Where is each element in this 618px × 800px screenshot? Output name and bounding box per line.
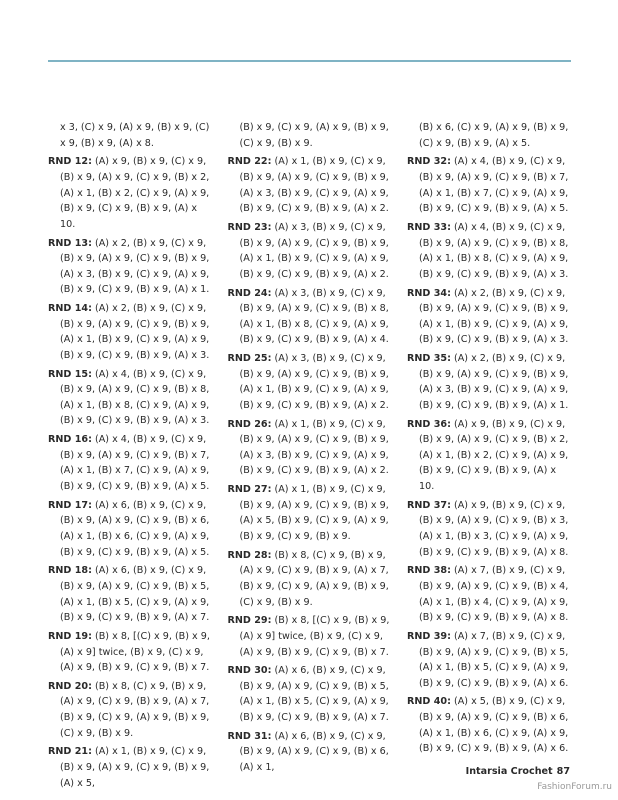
round-instruction bbox=[407, 629, 570, 691]
round-text: (A) x 4, (B) x 9, (C) x 9, (B) x 9, (A) x 9, (C) x 9, (B) x 7, (A) x 1, (B) x 7, (C) x 9, (A) x 9, (B) x 9, (C) x 9, (B) x 9, (A) x 5. bbox=[60, 434, 210, 492]
round-text: (A) x 3, (B) x 9, (C) x 9, (B) x 9, (A) x 9, (C) x 9, (B) x 9, (A) x 1, (B) x 9, (C) x 9, (A) x 9, (B) x 9, (C) x 9, (B) x 9, (A) x 2. bbox=[239, 221, 389, 280]
round-text: x 3, (C) x 9, (A) x 9, (B) x 9, (C) x 9, (B) x 9, (A) x 8. bbox=[60, 122, 210, 149]
round-text: (A) x 9, (B) x 9, (C) x 9, (B) x 9, (A) x 9, (C) x 9, (B) x 2, (A) x 1, (B) x 2, (C) x 9, (A) x 9, (B) x 9, (C) x 9, (B) x 9, (A) x 10. bbox=[60, 156, 210, 230]
round-label: RND 23: bbox=[227, 221, 272, 233]
round-text: (A) x 1, (B) x 9, (C) x 9, (B) x 9, (A) x 9, (C) x 9, (B) x 9, (A) x 3, (B) x 9, (C) x 9, (A) x 9, (B) x 9, (C) x 9, (B) x 9, (A) x 2. bbox=[239, 156, 389, 215]
round-label: RND 24: bbox=[227, 287, 272, 299]
column-2 bbox=[227, 120, 391, 774]
round-instruction bbox=[228, 729, 391, 776]
round-label: RND 29: bbox=[227, 615, 272, 627]
round-text: (B) x 6, (C) x 9, (A) x 9, (B) x 9, (C) x 9, (B) x 9, (A) x 5. bbox=[419, 122, 569, 149]
round-instruction bbox=[228, 663, 391, 725]
round-text: (A) x 6, (B) x 9, (C) x 9, (B) x 9, (A) x 9, (C) x 9, (B) x 5, (A) x 1, (B) x 5, (C) x 9, (A) x 9, (B) x 9, (C) x 9, (B) x 9, (A) x 7. bbox=[60, 565, 210, 624]
round-instruction bbox=[407, 220, 570, 282]
round-text: (B) x 8, (C) x 9, (B) x 9, (A) x 9, (C) x 9, (B) x 9, (A) x 7, (B) x 9, (C) x 9, (A) x 9, (B) x 9, (C) x 9, (B) x 9. bbox=[60, 680, 210, 739]
continued-instruction bbox=[48, 120, 211, 151]
footer-title: Intarsia Crochet bbox=[465, 766, 553, 777]
page-number: 87 bbox=[556, 766, 570, 777]
round-instruction bbox=[48, 154, 211, 232]
round-label: RND 39: bbox=[407, 630, 451, 642]
round-instruction bbox=[48, 236, 211, 298]
round-instruction bbox=[48, 498, 211, 560]
round-instruction bbox=[228, 613, 391, 660]
round-label: RND 21: bbox=[48, 746, 92, 758]
round-text: (A) x 9, (B) x 9, (C) x 9, (B) x 9, (A) x 9, (C) x 9, (B) x 3, (A) x 1, (B) x 3, (C) x 9, (A) x 9, (B) x 9, (C) x 9, (B) x 9, (A) x 8. bbox=[419, 499, 569, 558]
round-text: (A) x 4, (B) x 9, (C) x 9, (B) x 9, (A) x 9, (C) x 9, (B) x 8, (A) x 1, (B) x 8, (C) x 9, (A) x 9, (B) x 9, (C) x 9, (B) x 9, (A) x 3. bbox=[419, 221, 569, 280]
round-text: (A) x 2, (B) x 9, (C) x 9, (B) x 9, (A) x 9, (C) x 9, (B) x 9, (A) x 3, (B) x 9, (C) x 9, (A) x 9, (B) x 9, (C) x 9, (B) x 9, (A) x 1. bbox=[60, 237, 210, 296]
round-label: RND 35: bbox=[407, 353, 451, 365]
round-instruction bbox=[48, 301, 211, 363]
round-instruction bbox=[48, 563, 211, 625]
column-1 bbox=[48, 120, 211, 789]
round-instruction bbox=[228, 482, 391, 544]
round-text: (A) x 2, (B) x 9, (C) x 9, (B) x 9, (A) x 9, (C) x 9, (B) x 9, (A) x 3, (B) x 9, (C) x 9, (A) x 9, (B) x 9, (C) x 9, (B) x 9, (A) x 1. bbox=[419, 353, 569, 411]
round-label: RND 17: bbox=[48, 499, 92, 511]
round-instruction bbox=[407, 286, 570, 348]
round-text: (A) x 7, (B) x 9, (C) x 9, (B) x 9, (A) x 9, (C) x 9, (B) x 4, (A) x 1, (B) x 4, (C) x 9, (A) x 9, (B) x 9, (C) x 9, (B) x 9, (A) x 8. bbox=[419, 565, 569, 624]
round-label: RND 27: bbox=[227, 484, 272, 496]
round-instruction bbox=[228, 351, 391, 413]
round-text: (A) x 3, (B) x 9, (C) x 9, (B) x 9, (A) x 9, (C) x 9, (B) x 8, (A) x 1, (B) x 8, (C) x 9, (A) x 9, (B) x 9, (C) x 9, (B) x 9, (A) x 4. bbox=[239, 287, 389, 346]
round-text: (B) x 8, [(C) x 9, (B) x 9, (A) x 9] twice, (B) x 9, (C) x 9, (A) x 9, (B) x 9, (C) x 9, (B) x 7. bbox=[60, 630, 210, 674]
round-label: RND 30: bbox=[227, 665, 272, 677]
round-instruction bbox=[228, 154, 391, 216]
column-3 bbox=[407, 120, 570, 760]
round-label: RND 13: bbox=[48, 237, 92, 249]
round-instruction bbox=[407, 154, 570, 216]
watermark: FashionForum.ru bbox=[537, 782, 612, 792]
round-text: (B) x 8, (C) x 9, (B) x 9, (A) x 9, (C) x 9, (B) x 9, (A) x 7, (B) x 9, (C) x 9, (A) x 9, (B) x 9, (C) x 9, (B) x 9. bbox=[239, 549, 389, 608]
round-instruction bbox=[407, 417, 570, 495]
top-rule bbox=[48, 60, 571, 62]
round-label: RND 25: bbox=[227, 353, 272, 365]
round-label: RND 33: bbox=[407, 221, 451, 233]
round-text: (A) x 9, (B) x 9, (C) x 9, (B) x 9, (A) x 9, (C) x 9, (B) x 2, (A) x 1, (B) x 2, (C) x 9, (A) x 9, (B) x 9, (C) x 9, (B) x 9, (A) x 10. bbox=[419, 418, 569, 492]
round-text: (A) x 6, (B) x 9, (C) x 9, (B) x 9, (A) x 9, (C) x 9, (B) x 6, (A) x 1, (B) x 6, (C) x 9, (A) x 9, (B) x 9, (C) x 9, (B) x 9, (A) x 5. bbox=[60, 499, 210, 558]
round-text: (A) x 2, (B) x 9, (C) x 9, (B) x 9, (A) x 9, (C) x 9, (B) x 9, (A) x 1, (B) x 9, (C) x 9, (A) x 9, (B) x 9, (C) x 9, (B) x 9, (A) x 3. bbox=[419, 287, 569, 346]
round-text: (A) x 4, (B) x 9, (C) x 9, (B) x 9, (A) x 9, (C) x 9, (B) x 7, (A) x 1, (B) x 7, (C) x 9, (A) x 9, (B) x 9, (C) x 9, (B) x 9, (A) x 5. bbox=[419, 156, 569, 215]
round-label: RND 28: bbox=[227, 549, 272, 561]
round-text: (A) x 6, (B) x 9, (C) x 9, (B) x 9, (A) x 9, (C) x 9, (B) x 5, (A) x 1, (B) x 5, (C) x 9, (A) x 9, (B) x 9, (C) x 9, (B) x 9, (A) x 7. bbox=[239, 665, 389, 724]
round-instruction bbox=[407, 563, 570, 625]
round-instruction bbox=[48, 679, 211, 741]
round-label: RND 19: bbox=[48, 630, 92, 642]
round-label: RND 14: bbox=[48, 303, 92, 315]
round-instruction bbox=[407, 694, 570, 756]
round-text: (A) x 1, (B) x 9, (C) x 9, (B) x 9, (A) x 9, (C) x 9, (B) x 9, (A) x 5, bbox=[60, 746, 210, 789]
round-label: RND 12: bbox=[48, 156, 92, 168]
round-instruction bbox=[407, 351, 570, 413]
round-label: RND 37: bbox=[407, 499, 451, 511]
round-instruction bbox=[228, 417, 391, 479]
round-instruction bbox=[48, 432, 211, 494]
round-text: (A) x 5, (B) x 9, (C) x 9, (B) x 9, (A) x 9, (C) x 9, (B) x 6, (A) x 1, (B) x 6, (C) x 9, (A) x 9, (B) x 9, (C) x 9, (B) x 9, (A) x 6. bbox=[419, 696, 569, 755]
round-instruction bbox=[228, 548, 391, 610]
round-instruction bbox=[228, 220, 391, 282]
round-label: RND 31: bbox=[227, 730, 272, 742]
round-label: RND 15: bbox=[48, 368, 92, 380]
round-label: RND 36: bbox=[407, 418, 451, 430]
round-instruction bbox=[48, 367, 211, 429]
round-label: RND 20: bbox=[48, 680, 92, 692]
round-text: (A) x 6, (B) x 9, (C) x 9, (B) x 9, (A) x 9, (C) x 9, (B) x 6, (A) x 1, bbox=[239, 730, 389, 774]
round-text: (A) x 1, (B) x 9, (C) x 9, (B) x 9, (A) x 9, (C) x 9, (B) x 9, (A) x 5, (B) x 9, (C) x 9, (A) x 9, (B) x 9, (C) x 9, (B) x 9. bbox=[239, 484, 389, 542]
round-label: RND 18: bbox=[48, 565, 92, 577]
page-footer bbox=[466, 766, 570, 777]
continued-instruction bbox=[407, 120, 570, 151]
round-label: RND 16: bbox=[48, 434, 92, 446]
round-text: (A) x 4, (B) x 9, (C) x 9, (B) x 9, (A) x 9, (C) x 9, (B) x 8, (A) x 1, (B) x 8, (C) x 9, (A) x 9, (B) x 9, (C) x 9, (B) x 9, (A) x 3. bbox=[60, 368, 210, 427]
round-label: RND 22: bbox=[227, 156, 272, 168]
continued-instruction bbox=[228, 120, 391, 151]
round-label: RND 40: bbox=[407, 696, 451, 708]
round-text: (A) x 3, (B) x 9, (C) x 9, (B) x 9, (A) x 9, (C) x 9, (B) x 9, (A) x 1, (B) x 9, (C) x 9, (A) x 9, (B) x 9, (C) x 9, (B) x 9, (A) x 2. bbox=[239, 353, 389, 411]
round-text: (B) x 9, (C) x 9, (A) x 9, (B) x 9, (C) x 9, (B) x 9. bbox=[239, 122, 389, 149]
round-text: (A) x 1, (B) x 9, (C) x 9, (B) x 9, (A) x 9, (C) x 9, (B) x 9, (A) x 3, (B) x 9, (C) x 9, (A) x 9, (B) x 9, (C) x 9, (B) x 9, (A) x 2. bbox=[239, 418, 389, 477]
round-instruction bbox=[48, 629, 211, 676]
round-label: RND 32: bbox=[407, 156, 451, 168]
round-instruction bbox=[48, 744, 211, 791]
round-text: (A) x 2, (B) x 9, (C) x 9, (B) x 9, (A) x 9, (C) x 9, (B) x 9, (A) x 1, (B) x 9, (C) x 9, (A) x 9, (B) x 9, (C) x 9, (B) x 9, (A) x 3. bbox=[60, 303, 210, 361]
round-text: (B) x 8, [(C) x 9, (B) x 9, (A) x 9] twice, (B) x 9, (C) x 9, (A) x 9, (B) x 9, (C) x 9, (B) x 7. bbox=[239, 615, 390, 658]
round-label: RND 26: bbox=[227, 418, 272, 430]
round-instruction bbox=[228, 286, 391, 348]
round-label: RND 34: bbox=[407, 287, 451, 299]
round-text: (A) x 7, (B) x 9, (C) x 9, (B) x 9, (A) x 9, (C) x 9, (B) x 5, (A) x 1, (B) x 5, (C) x 9, (A) x 9, (B) x 9, (C) x 9, (B) x 9, (A) x 6. bbox=[419, 630, 569, 689]
round-instruction bbox=[407, 498, 570, 560]
round-label: RND 38: bbox=[407, 565, 451, 577]
